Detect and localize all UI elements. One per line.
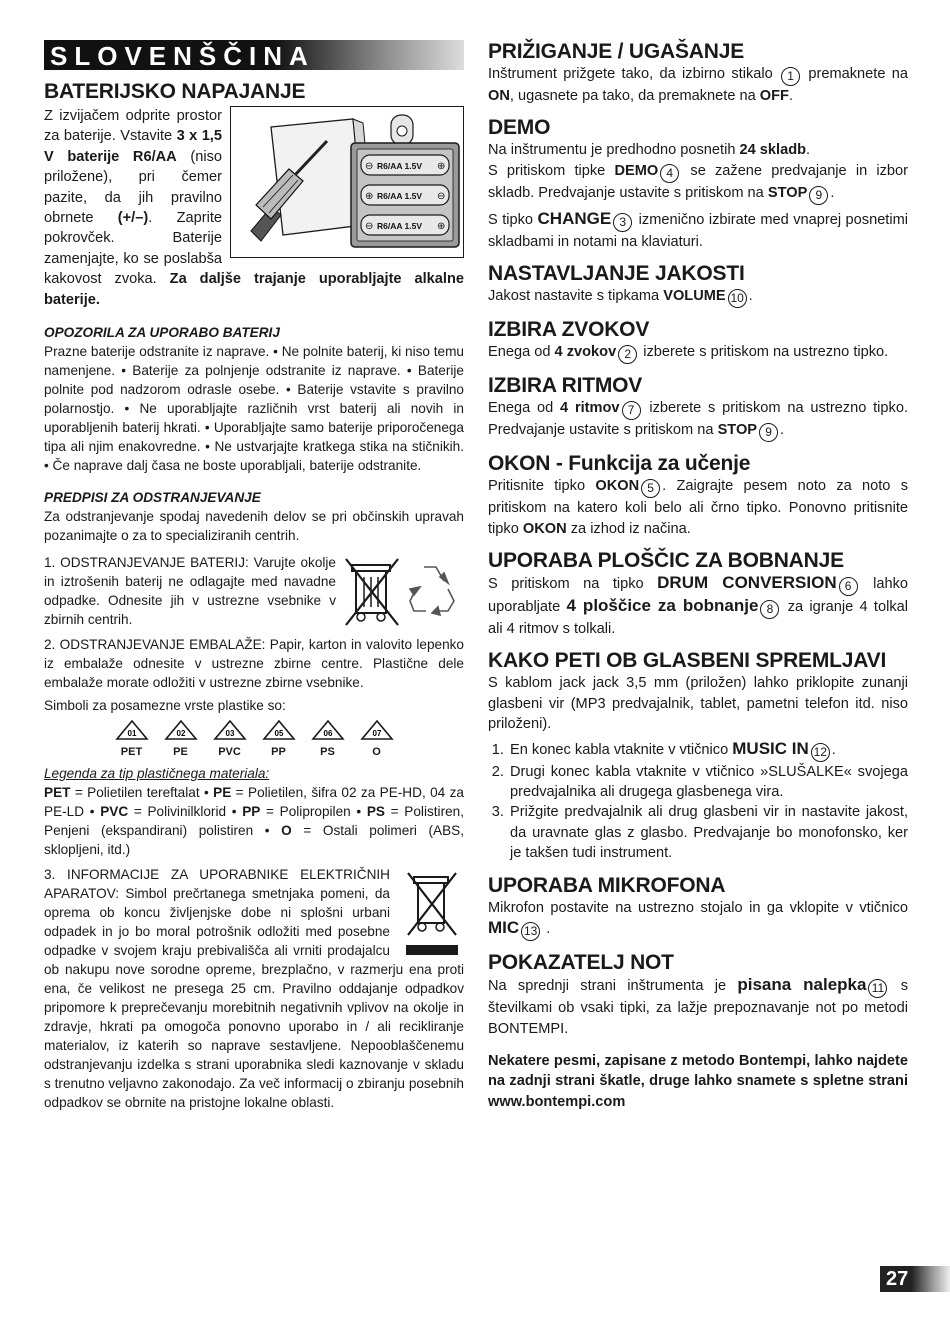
svg-text:⊕: ⊕ [437, 161, 446, 172]
sounds-text: Enega od 4 zvokov 2 izberete s pritiskom na ustrezno tipko. [488, 342, 908, 364]
playalong-intro: S kablom jack jack 3,5 mm (priložen) lahko priklopite zunanji glasbeni vir (MP3 predvajalnik, tablet, pametni telefon itd. niso priloženi). [488, 675, 908, 733]
plastic-code-pe: 02 PE [161, 719, 201, 758]
battery-label-1: R6/AA 1.5V [377, 161, 423, 171]
battery-compartment-illustration [230, 106, 464, 258]
volume-heading: NASTAVLJANJE JAKOSTI [488, 262, 745, 286]
plastic-code-o: 07 O [357, 719, 397, 758]
batteries-text: Z izvijačem odprite prostor za baterije. Vstavite 3 x 1,5 V baterije R6/AA (niso priložene), pri čemer pazite, da jih pravilno obrnete (+/–). Zaprite pokrovček. Baterije zamenjajte, ko se poslabša kakovost zvoka. Za daljše trajanje uporabljajte alkalne baterije. [44, 108, 464, 308]
left-column [44, 40, 464, 1112]
callout-3: 3 [613, 213, 632, 232]
callout-7: 7 [622, 401, 641, 420]
svg-text:03: 03 [225, 729, 234, 739]
batteries-heading: BATERIJSKO NAPAJANJE [44, 80, 306, 103]
plastic-legend-text: PET = Polietilen tereftalat • PE = Polietilen, šifra 02 za PE-HD, 04 za PE-LD • PVC = Polivinilklorid • PP = Polipropilen • PS = Polistiren, Penjeni (ekspandirani) polistiren • O = Ostali polimeri (ABS, sklopljeni, itd.) [44, 785, 464, 858]
playalong-step-1: 1. En konec kabla vtaknite v vtičnico MUSIC IN 12 . [508, 739, 908, 762]
disposal-item-3: 3. INFORMACIJE ZA UPORABNIKE ELEKTRIČNIH APARATOV: Simbol prečrtanega smetnjaka pomeni, da oprema ob koncu življenjske dobe ni splošni urbani odpadek in jo bo moral potrošnik odložiti med posebne odpadke v svojem kraju prebivališča ali vrniti prodajalcu ob nakupu nove sorodne opreme, brezplačno, v razmerju ena proti ena, če velikost ne presega 25 cm. Pravilno oddajanje odpadkov pripomore k preprečevanju morebitnih negativnih vplivov na okolje in zdravje, hkrati pa omogoča ponovno uporabo in / ali recikliranje materialov, iz katerih so naprave sestavljene. Nepooblaščenemu odstranjevanju izdelka s strani uporabnika sledi kaznovanje v skladu s trenutno veljavno zakonodajo. Za več informacij o zbiranju posebnih odpadkov se obrnite na pristojne lokalne oblasti. [44, 867, 464, 1111]
section-demo [488, 116, 908, 252]
warnings-text: Prazne baterije odstranite iz naprave. • Ne polnite baterij, ki niso temu namenjene. • Baterije za polnjenje odstranite iz naprave. • Baterije polnite pod nadzorom odrasle osebe. • Baterije vstavite s pravilno polarnostjo. • Ne uporabljajte različnih vrst baterij ali novih in uporabljenih baterij hkrati. • Uporabljajte samo baterije priporočenega tipa ali njim enakovredne. • Ne ustvarjajte kratkega stika na stičnikih. • Če naprave dalj časa ne boste uporabljali, baterije odstranite. [44, 344, 464, 474]
svg-text:⊕: ⊕ [437, 221, 446, 232]
callout-1: 1 [781, 67, 800, 86]
language-heading-bar [44, 40, 464, 70]
plastic-code-pvc: 03 PVC [210, 719, 250, 758]
disposal-heading: PREDPISI ZA ODSTRANJEVANJE [44, 490, 261, 506]
crossed-bin-icon [346, 559, 398, 625]
sounds-heading: IZBIRA ZVOKOV [488, 318, 650, 342]
warnings-heading: OPOZORILA ZA UPORABO BATERIJ [44, 325, 280, 341]
battery-label-3: R6/AA 1.5V [377, 221, 423, 231]
section-disposal [44, 489, 464, 1112]
disposal-item-2: 2. ODSTRANJEVANJE EMBALAŽE: Papir, karton in valovito lepenko iz embalaže odnesite v ustrezne zbirne centre. Plastične dele embalaže morate odložiti v ustrezne zbirne vsebnike. [44, 637, 464, 691]
learn-heading: OKON - Funkcija za učenje [488, 452, 751, 476]
power-heading: PRIŽIGANJE / UGAŠANJE [488, 40, 745, 63]
mic-heading: UPORABA MIKROFONA [488, 873, 726, 897]
callout-5: 5 [641, 479, 660, 498]
callout-10: 10 [728, 289, 747, 308]
playalong-steps [488, 739, 908, 864]
playalong-step-2: 2. Drugi konec kabla vtaknite v vtičnico »SLUŠALKE« svojega predvajalnika ali drugega glasbenega vira. [508, 762, 908, 803]
drums-heading: UPORABA PLOŠČIC ZA BOBNANJE [488, 549, 844, 573]
section-playalong [488, 649, 908, 863]
page-number: 27 [886, 1268, 909, 1290]
notes-heading: POKAZATELJ NOT [488, 951, 674, 975]
page-number-badge [880, 1266, 950, 1292]
battery-label-2: R6/AA 1.5V [377, 191, 423, 201]
section-battery-warnings [44, 324, 464, 475]
callout-6: 6 [839, 577, 858, 596]
section-volume [488, 262, 908, 308]
mic-text: Mikrofon postavite na ustrezno stojalo in ga vklopite v vtičnico MIC 13 . [488, 898, 908, 941]
playalong-heading: KAKO PETI OB GLASBENI SPREMLJAVI [488, 649, 887, 673]
section-power [488, 40, 908, 106]
demo-text-2: S pritiskom tipke DEMO 4 se zažene predvajanje in izbor skladb. Predvajanje ustavite s pritiskom na STOP 9 . [488, 161, 908, 205]
callout-12: 12 [811, 743, 830, 762]
volume-text: Jakost nastavite s tipkama VOLUME 10 . [488, 286, 908, 308]
disposal-intro: Za odstranjevanje spodaj navedenih delov se pri občinskih upravah pozanimajte o za to specializiranih centrih. [44, 509, 464, 544]
callout-2: 2 [618, 345, 637, 364]
weee-symbol [400, 869, 464, 957]
plastic-legend-heading: Legenda za tip plastičnega materiala: [44, 766, 270, 782]
plastic-codes-row [44, 719, 464, 758]
callout-13: 13 [521, 922, 540, 941]
section-mic [488, 874, 908, 941]
svg-text:05: 05 [274, 729, 283, 739]
svg-text:⊖: ⊖ [365, 161, 374, 172]
section-notes [488, 951, 908, 1112]
plastic-code-pet: 01 PET [112, 719, 152, 758]
svg-text:01: 01 [127, 729, 136, 739]
section-batteries [44, 80, 464, 310]
demo-text-3: S tipko CHANGE 3 izmenično izbirate med vnaprej posnetimi skladbami in notami na klaviaturi. [488, 208, 909, 250]
learn-text: Pritisnite tipko OKON 5 . Zaigrajte pesem noto za noto s pritiskom na katero koli belo ali črno tipko. Ponovno pritisnite tipko OKON za izhod iz načina. [488, 478, 908, 537]
section-sounds [488, 318, 908, 364]
svg-text:02: 02 [176, 729, 185, 739]
svg-text:⊕: ⊕ [365, 191, 374, 202]
recycle-icon [410, 567, 454, 615]
callout-4: 4 [660, 164, 679, 183]
demo-heading: DEMO [488, 116, 551, 140]
demo-text-1: Na inštrumentu je predhodno posnetih 24 skladb. [488, 142, 811, 159]
callout-9b: 9 [759, 423, 778, 442]
power-text: Inštrument prižgete tako, da izbirno stikalo 1 premaknete na ON, ugasnete pa tako, da premaknete na OFF. [488, 66, 908, 104]
section-learn [488, 452, 908, 539]
playalong-step-3: 3. Prižgite predvajalnik ali drug glasbeni vir in nastavite jakost, da uravnate glas z glasbo. Predvajanje bo monofonsko, ker je takšen tudi instrument. [508, 802, 908, 863]
crossed-bin-icon [408, 873, 456, 935]
bontempi-website-link[interactable]: www.bontempi.com [488, 1093, 626, 1110]
svg-text:06: 06 [323, 729, 332, 739]
disposal-item-1: 1. ODSTRANJEVANJE BATERIJ: Varujte okolje in iztrošenih baterij ne odlagajte med navadne odpadke. Odnesite jih v ustrezne vsebnike v zbirnih centrih. [44, 555, 336, 628]
right-column [488, 40, 908, 1112]
svg-text:⊖: ⊖ [365, 221, 374, 232]
svg-text:⊖: ⊖ [437, 191, 446, 202]
notes-final: Nekatere pesmi, zapisane z metodo Bontempi, lahko najdete na zadnji strani škatle, druge lahko snamete s spletne strani www.bontempi.com [488, 1052, 908, 1110]
callout-9: 9 [809, 186, 828, 205]
language-heading: SLOVENŠČINA [50, 41, 315, 71]
rhythms-heading: IZBIRA RITMOV [488, 374, 643, 398]
section-drums [488, 549, 908, 639]
notes-text: Na sprednji strani inštrumenta je pisana nalepka 11 s številkami ob vsaki tipki, za lažje prepoznavanje not po metodi BONTEMPI. [488, 975, 908, 1037]
plastic-code-ps: 06 PS [308, 719, 348, 758]
recycling-symbols [344, 555, 464, 633]
drums-text: S pritiskom na tipko DRUM CONVERSION 6 lahko uporabljate 4 ploščice za bobnanje 8 za igranje 4 tolkal ali 4 ritmov s tolkali. [488, 573, 908, 638]
callout-11: 11 [868, 979, 887, 998]
section-rhythms [488, 374, 908, 442]
rhythms-text: Enega od 4 ritmov 7 izberete s pritiskom na ustrezno tipko. Predvajanje ustavite s pritiskom na STOP 9 . [488, 398, 908, 442]
svg-text:07: 07 [372, 729, 381, 739]
plastic-code-pp: 05 PP [259, 719, 299, 758]
plastic-symbols-intro: Simboli za posamezne vrste plastike so: [44, 698, 286, 714]
callout-8: 8 [760, 600, 779, 619]
